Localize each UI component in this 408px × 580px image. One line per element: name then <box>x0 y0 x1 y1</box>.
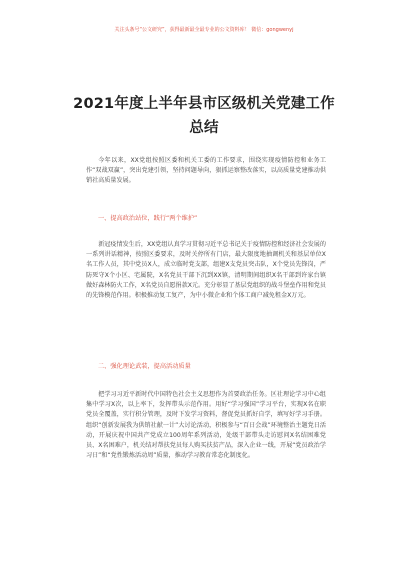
document-title-line2: 总结 <box>189 120 219 136</box>
section1-paragraph: 新冠疫情发生后，XX党组认真学习贯彻习近平总书记关于疫情防控和经济社会发展的一系列讲话精神，按照区委要求，及时关停所有门店，最大限度地抽调机关和基层单位X名工作人员，其中党员X人，成立临时党支部，组建X支党员突击队，X个党员先锋岗，严防死守X个小区、宅属院，X名党员干部下沉到XX镇，清明期间组织X名干部到许家台镇做好森林防火工作，X名党员自愿捐款X元。充分彰显了基层党组织的战斗堡垒作用和党员的先锋模范作用。积极推动复工复产，为中小微企业和个体工商户减免租金X万元。 <box>86 241 326 300</box>
intro-paragraph: 今年以来，XX党组按照区委和机关工委的工作要求，围绕实现疫情防控和业务工作“双战双赢”，突出党建引领，坚持问题导向，狠抓运察整改落实，以高质量党建推动供销社高质量发展。 <box>86 157 326 185</box>
header-banner: 关注头条号“公文研究”，获得最新最全最专业的公文资料库！ 微信：gongwenyj <box>114 27 294 33</box>
section1-heading-text: 一、提高政治站位，践行“两个维护” <box>98 215 198 222</box>
section2-heading <box>86 362 326 372</box>
section2-paragraph: 把学习习近平新时代中国特色社会主义思想作为首要政治任务。区社理论学习中心组集中学习X次，以上率下，发挥带头示范作用。用好“学习强国”学习平台，实现X名在职党员全覆盖，实行积分管理，及时下发学习资料，督促党员抓好自学，填写好学习手册。组织“创新发展我为供销社献一计”大讨论活动，积极参与“百日会战”环境整治主题党日活动，开展庆祝中国共产党成立100周年系列活动，处级干部带头走访慰问X名结困难党员、X名困难户，机关结对帮扶党员每人购买扶贫产品，深入企业一线，开展“党员政治学习日”和“党性锻炼活动周”质量，推动学习教育常态化制度化。 <box>86 391 326 460</box>
section1-body <box>86 240 326 301</box>
intro-section <box>86 156 326 187</box>
section1-heading <box>86 214 326 224</box>
section2-body <box>86 390 326 461</box>
document-title-line1: 2021年度上半年县市区级机关党建工作 <box>73 96 335 112</box>
section2-heading-text: 二、强化理论武装，提高活动质量 <box>98 363 191 370</box>
